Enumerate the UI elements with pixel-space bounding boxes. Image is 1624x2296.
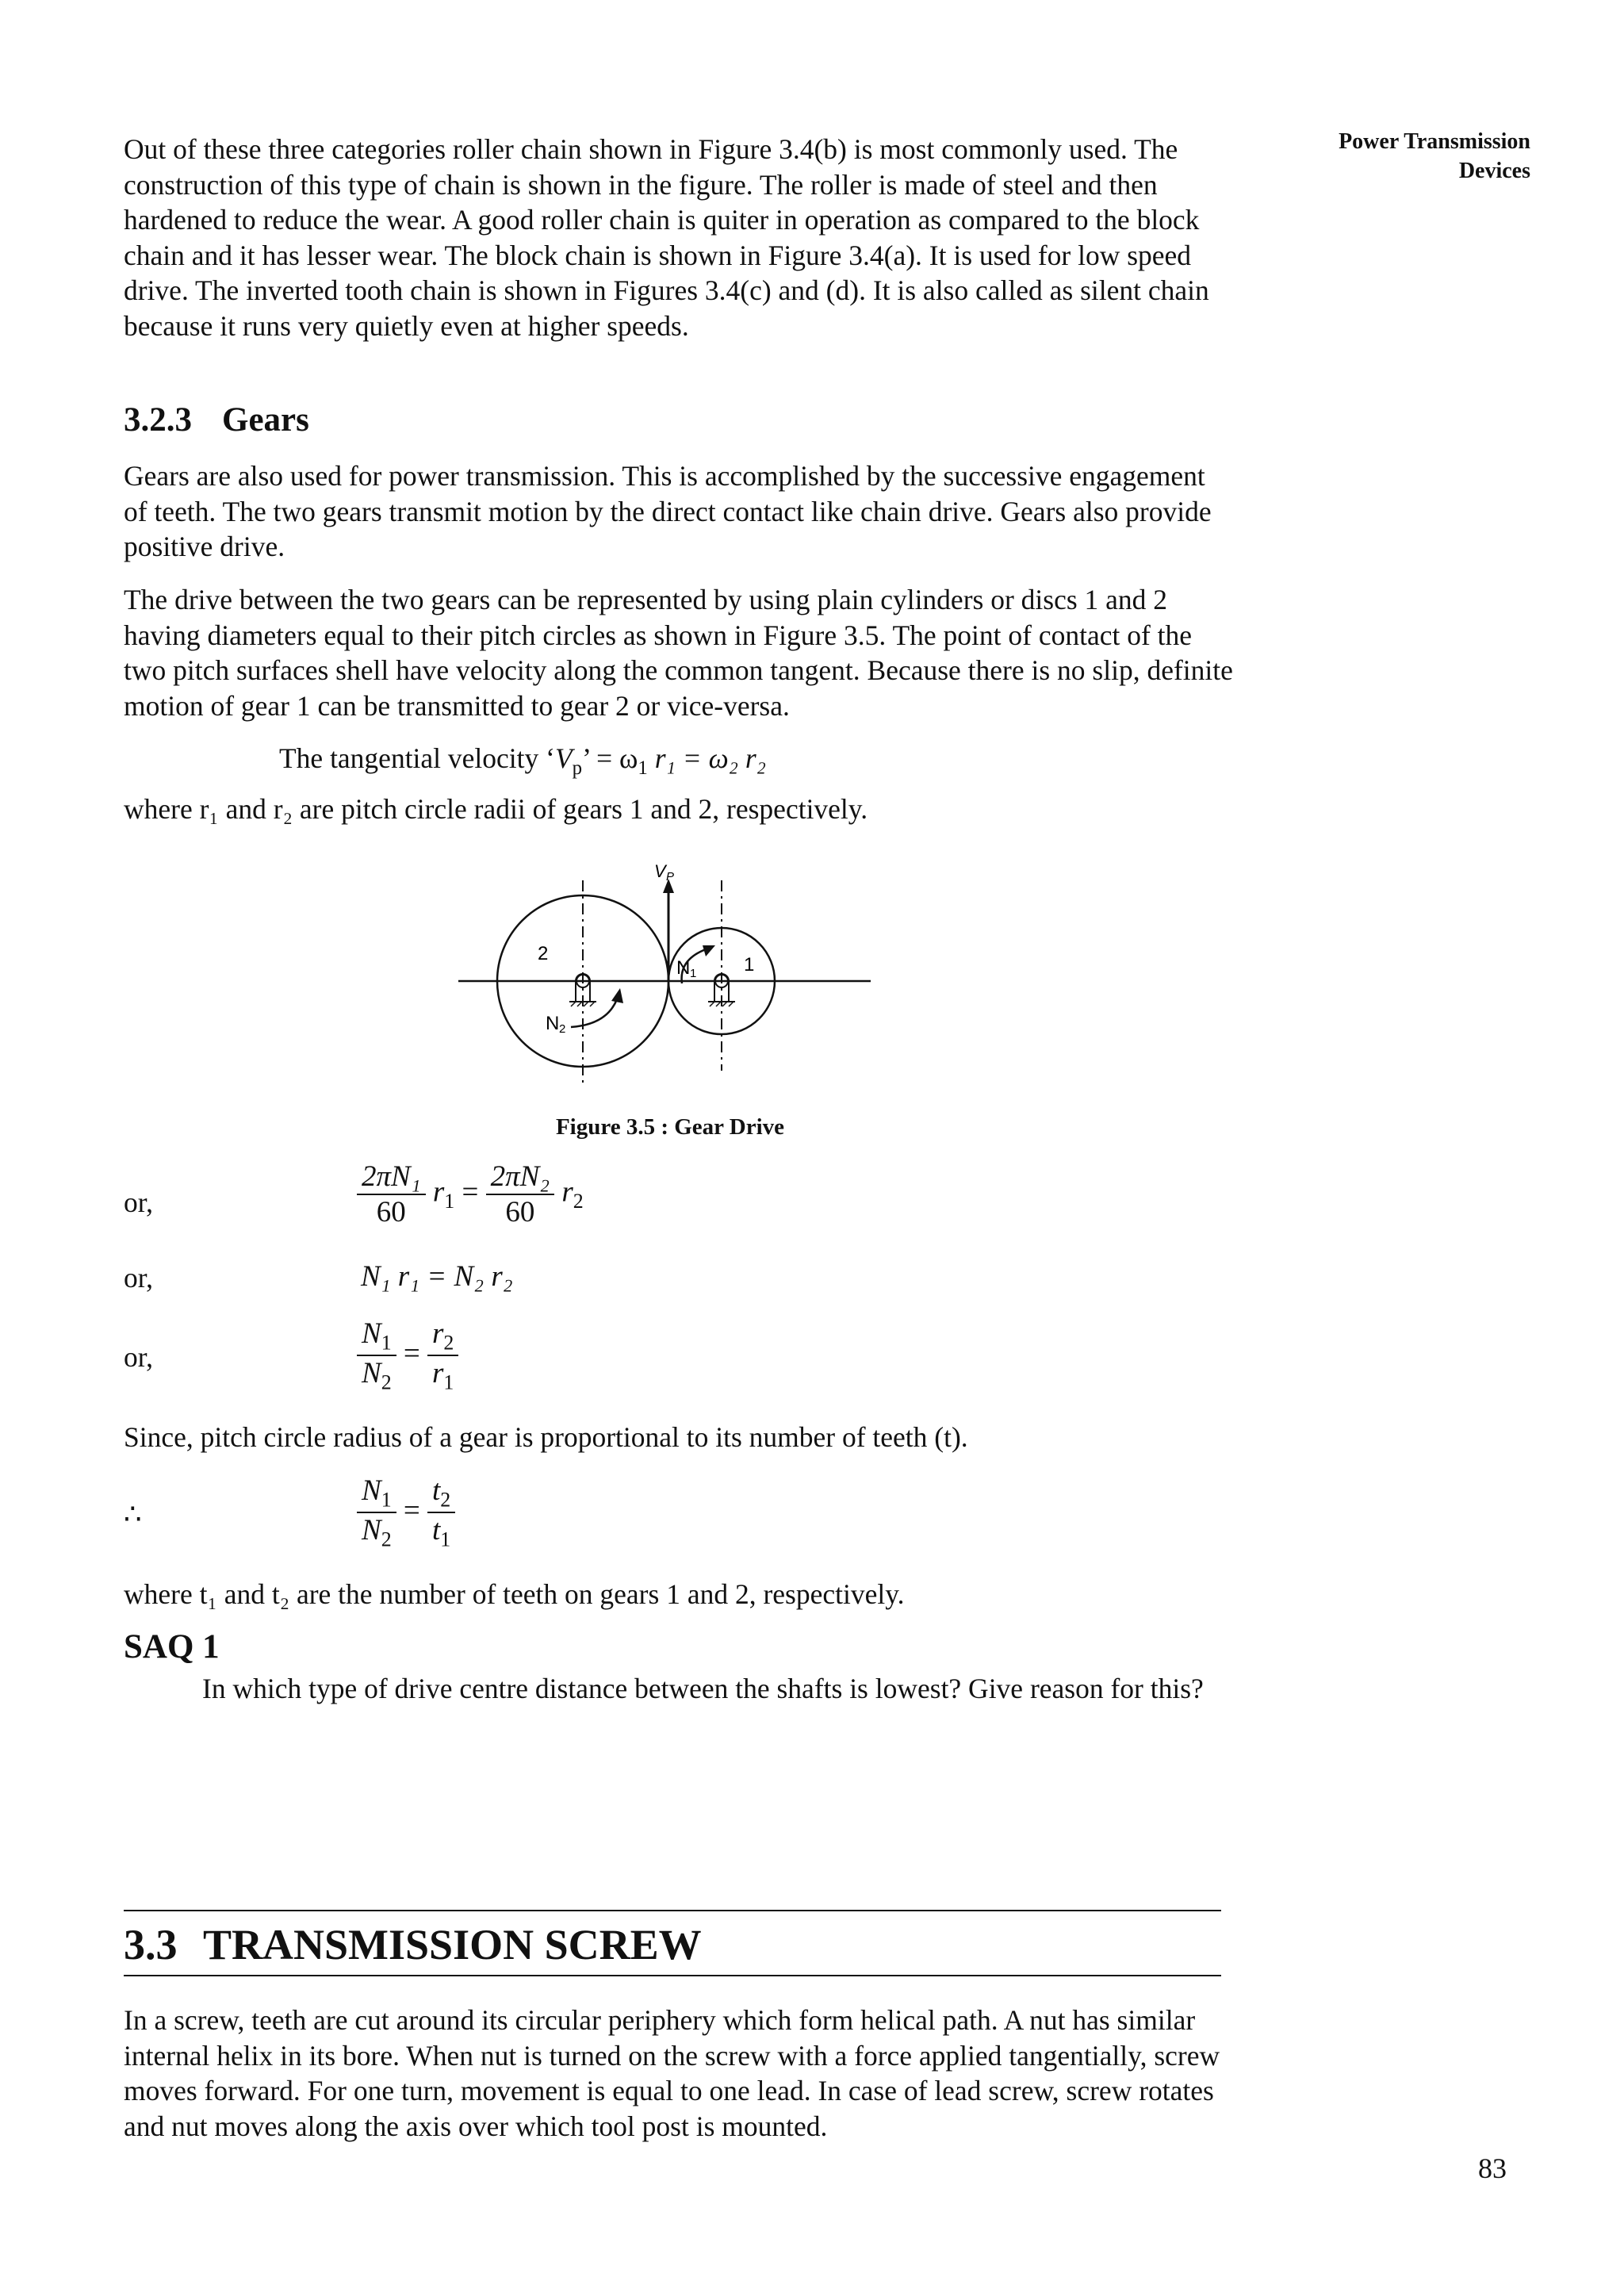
paragraph-where-r: where r₁ and r₂ are pitch circle radii of gears 1 and 2, respectively. [124, 793, 868, 825]
running-header-line2: Devices [1458, 159, 1530, 183]
section-number: 3.2.3 [124, 401, 192, 439]
gear-2-label: 2 [538, 943, 549, 964]
tangential-rest: r₁ = ω₂ r₂ [654, 742, 767, 774]
tangential-symbol: V [554, 742, 573, 774]
eq1-numerator-left: 2πN₁ [357, 1159, 426, 1195]
gear-1-label: 1 [744, 954, 755, 976]
gear-drive-figure [444, 857, 888, 1087]
tangential-prefix: The tangential velocity ‘ [279, 742, 555, 774]
paragraph-since: Since, pitch circle radius of a gear is proportional to its number of teeth (t). [124, 1421, 968, 1453]
paragraph-gear-drive: The drive between the two gears can be represented by using plain cylinders or discs 1 and 2 having diameters equal to their pitch circles as shown in Figure 3.5. The point of contact of the two pitch surfaces shell have velocity along the common tangent. Because there is no slip, definite motion of gear 1 can be transmitted to gear 2 or vice-versa. [124, 584, 1233, 722]
equation-3: $\frac{N_1}{N_2}$ = $\frac{r_2}{r_1}$ [357, 1317, 458, 1395]
tangential-subscript: p [572, 757, 583, 780]
vp-sub-label: P [666, 870, 675, 884]
page-number: 83 [1478, 2152, 1507, 2184]
gear-2-rotation-arrowhead [611, 988, 623, 1003]
section-heading-gears [124, 401, 309, 440]
section-33-number: 3.3 [124, 1921, 178, 1968]
or-label-1: or, [124, 1186, 154, 1218]
n2-label: N [546, 1013, 560, 1034]
section-title: Gears [222, 401, 309, 439]
running-header-line1: Power Transmission [1339, 129, 1530, 154]
tangential-velocity-formula: The tangential velocity ‘$V_p$’ = $\omega_1$ r₁ = ω₂ r₂ [279, 742, 767, 780]
gear-2-rotation-arrow [571, 999, 617, 1027]
saq-question: In which type of drive centre distance between the shafts is lowest? Give reason for this? [202, 1673, 1204, 1704]
tangential-suffix: ’ = ω [582, 742, 638, 774]
eq1-numerator-right: 2πN₂ [486, 1159, 555, 1195]
equation-4: $\frac{N_1}{N_2}$ = $\frac{t_2}{t_1}$ [357, 1474, 455, 1552]
saq-title: SAQ 1 [124, 1628, 220, 1665]
n1-label: N [676, 957, 691, 979]
paragraph-roller-chain: Out of these three categories roller chain shown in Figure 3.4(b) is most commonly used. The construction of this type of chain is shown in the figure. The roller is made of steel and then hardened to reduce the wear. A good roller chain is quiter in operation as compared to the block chain and it has lesser wear. The block chain is shown in Figure 3.4(a). It is used for low speed drive. The inverted tooth chain is shown in Figures 3.4(c) and (d). It is also called as silent chain because it runs very quietly even at higher speeds. [124, 133, 1209, 342]
n2-sub-label: 2 [559, 1022, 566, 1036]
paragraph-transmission-screw: In a screw, teeth are cut around its circular periphery which form helical path. A nut has similar internal helix in its bore. When nut is turned on the screw with a force applied tangentially, screw moves forward. For one turn, movement is equal to one lead. In case of lead screw, screw rotates and nut moves along the axis over which tool post is mounted. [124, 2004, 1220, 2142]
running-header [1245, 127, 1530, 186]
paragraph-gears-intro: Gears are also used for power transmission. This is accomplished by the successive engagement of teeth. The two gears transmit motion by the direct contact like chain drive. Gears also provide positive drive. [124, 460, 1212, 562]
section-33-title: TRANSMISSION SCREW [203, 1921, 702, 1968]
gear-1-rotation-arrowhead [703, 945, 715, 956]
section-heading-transmission-screw [124, 1921, 702, 1968]
or-label-3: or, [124, 1341, 154, 1373]
paragraph-where-t: where t₁ and t₂ are the number of teeth on gears 1 and 2, respectively. [124, 1578, 905, 1610]
eq1-denominator-left: 60 [376, 1196, 406, 1228]
or-label-2: or, [124, 1262, 154, 1294]
equation-1: $\frac{\text{2πN₁}}{60}$ $r_1$ = $\frac{\text{2πN₂}}{60}$ $r_2$ [357, 1159, 584, 1229]
eq1-denominator-right: 60 [505, 1196, 535, 1228]
figure-caption: Figure 3.5 : Gear Drive [555, 1114, 785, 1140]
section-rule-bottom [124, 1975, 1221, 1976]
vp-label: V [654, 861, 666, 881]
equation-2: N₁ r₁ = N₂ r₂ [361, 1260, 513, 1293]
n1-sub-label: 1 [690, 967, 697, 980]
section-rule-top [124, 1910, 1221, 1911]
therefore-symbol: ∴ [124, 1498, 142, 1530]
